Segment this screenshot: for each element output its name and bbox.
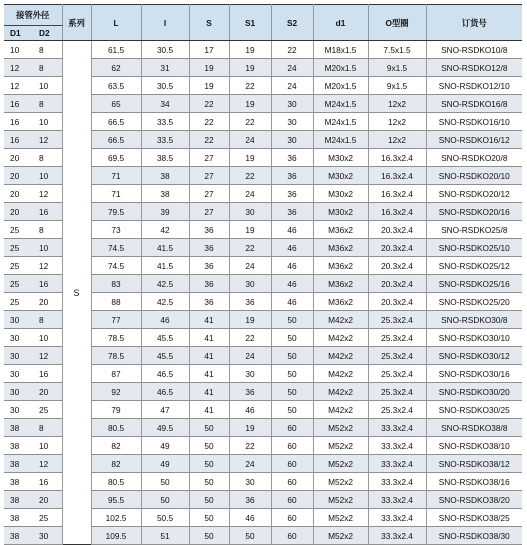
cell-s2: 46 xyxy=(271,239,313,257)
cell-d1: 38 xyxy=(4,509,33,527)
cell-l: 74.5 xyxy=(91,257,141,275)
cell-d2: 16 xyxy=(33,473,62,491)
cell-s2: 46 xyxy=(271,275,313,293)
cell-order: SNO-RSDKO25/12 xyxy=(426,257,522,275)
cell-s1: 30 xyxy=(229,473,271,491)
cell-oring: 9x1.5 xyxy=(368,77,426,95)
cell-s: 36 xyxy=(189,221,229,239)
cell-s: 41 xyxy=(189,401,229,419)
cell-order: SNO-RSDKO38/30 xyxy=(426,527,522,545)
cell-s1: 30 xyxy=(229,275,271,293)
cell-d1: M42x2 xyxy=(313,401,368,419)
cell-d2: 12 xyxy=(33,131,62,149)
cell-oring: 25.3x2.4 xyxy=(368,365,426,383)
cell-l: 49 xyxy=(141,455,189,473)
cell-d2: 16 xyxy=(33,365,62,383)
cell-order: SNO-RSDKO20/10 xyxy=(426,167,522,185)
cell-oring: 33.3x2.4 xyxy=(368,491,426,509)
cell-d2: 8 xyxy=(33,311,62,329)
cell-l: 33.5 xyxy=(141,113,189,131)
cell-d2: 10 xyxy=(33,239,62,257)
cell-s1: 24 xyxy=(229,257,271,275)
cell-l: 46.5 xyxy=(141,365,189,383)
cell-d2: 20 xyxy=(33,383,62,401)
cell-s2: 30 xyxy=(271,131,313,149)
cell-d1: 16 xyxy=(4,95,33,113)
cell-d2: 10 xyxy=(33,329,62,347)
cell-l: 65 xyxy=(91,95,141,113)
cell-d1: 12 xyxy=(4,59,33,77)
cell-d1: M30x2 xyxy=(313,167,368,185)
cell-d2: 25 xyxy=(33,401,62,419)
cell-order: SNO-RSDKO30/12 xyxy=(426,347,522,365)
cell-s: 36 xyxy=(189,275,229,293)
cell-d1: M52x2 xyxy=(313,437,368,455)
cell-oring: 7.5x1.5 xyxy=(368,41,426,59)
cell-oring: 25.3x2.4 xyxy=(368,311,426,329)
cell-l: 61.5 xyxy=(91,41,141,59)
cell-l: 79 xyxy=(91,401,141,419)
cell-s: 27 xyxy=(189,167,229,185)
cell-d1: 25 xyxy=(4,275,33,293)
cell-oring: 25.3x2.4 xyxy=(368,401,426,419)
cell-s1: 24 xyxy=(229,455,271,473)
cell-l: 45.5 xyxy=(141,329,189,347)
cell-d2: 8 xyxy=(33,221,62,239)
cell-oring: 33.3x2.4 xyxy=(368,419,426,437)
cell-l: 50.5 xyxy=(141,509,189,527)
cell-s: 41 xyxy=(189,311,229,329)
cell-l: 50 xyxy=(141,491,189,509)
cell-d1: M24x1.5 xyxy=(313,131,368,149)
cell-order: SNO-RSDKO12/8 xyxy=(426,59,522,77)
cell-oring: 33.3x2.4 xyxy=(368,527,426,545)
cell-l: 50 xyxy=(141,473,189,491)
cell-s: 41 xyxy=(189,329,229,347)
cell-d1: 30 xyxy=(4,347,33,365)
cell-order: SNO-RSDKO30/16 xyxy=(426,365,522,383)
cell-d2: 8 xyxy=(33,95,62,113)
cell-l: 41.5 xyxy=(141,239,189,257)
cell-d2: 8 xyxy=(33,149,62,167)
cell-l: 38.5 xyxy=(141,149,189,167)
header-S2: S2 xyxy=(271,5,313,41)
cell-d1: 10 xyxy=(4,41,33,59)
cell-l: 34 xyxy=(141,95,189,113)
cell-l: 31 xyxy=(141,59,189,77)
cell-s: 41 xyxy=(189,383,229,401)
header-L: L xyxy=(91,5,141,41)
cell-d1: M18x1.5 xyxy=(313,41,368,59)
cell-d1: 16 xyxy=(4,113,33,131)
cell-d1: M36x2 xyxy=(313,221,368,239)
cell-d1: M36x2 xyxy=(313,257,368,275)
cell-s2: 60 xyxy=(271,509,313,527)
header-S1: S1 xyxy=(229,5,271,41)
cell-d1: M42x2 xyxy=(313,347,368,365)
cell-order: SNO-RSDKO20/12 xyxy=(426,185,522,203)
cell-l: 47 xyxy=(141,401,189,419)
cell-l: 80.5 xyxy=(91,473,141,491)
cell-s2: 50 xyxy=(271,383,313,401)
cell-d1: M36x2 xyxy=(313,275,368,293)
cell-order: SNO-RSDKO38/25 xyxy=(426,509,522,527)
cell-order: SNO-RSDKO10/8 xyxy=(426,41,522,59)
cell-l: 41.5 xyxy=(141,257,189,275)
cell-order: SNO-RSDKO25/10 xyxy=(426,239,522,257)
cell-s1: 24 xyxy=(229,131,271,149)
spec-table-container xyxy=(4,4,522,545)
cell-d2: 30 xyxy=(33,527,62,545)
cell-s1: 24 xyxy=(229,347,271,365)
cell-l: 88 xyxy=(91,293,141,311)
cell-s2: 46 xyxy=(271,221,313,239)
cell-l: 39 xyxy=(141,203,189,221)
cell-s: 50 xyxy=(189,455,229,473)
header-oring: O型圈 xyxy=(368,5,426,41)
cell-d2: 12 xyxy=(33,185,62,203)
cell-d1: 38 xyxy=(4,527,33,545)
cell-s: 41 xyxy=(189,365,229,383)
cell-s: 27 xyxy=(189,185,229,203)
cell-s: 22 xyxy=(189,131,229,149)
header-D2: D2 xyxy=(33,26,62,41)
cell-oring: 20.3x2.4 xyxy=(368,275,426,293)
cell-l: 80.5 xyxy=(91,419,141,437)
cell-l: 87 xyxy=(91,365,141,383)
header-row-1 xyxy=(4,5,522,26)
cell-s2: 46 xyxy=(271,293,313,311)
cell-d1: M30x2 xyxy=(313,149,368,167)
cell-d2: 16 xyxy=(33,275,62,293)
cell-l: 78.5 xyxy=(91,329,141,347)
cell-s: 50 xyxy=(189,527,229,545)
cell-d1: M36x2 xyxy=(313,239,368,257)
cell-s2: 50 xyxy=(271,365,313,383)
cell-s2: 36 xyxy=(271,185,313,203)
cell-s1: 22 xyxy=(229,77,271,95)
cell-d1: 25 xyxy=(4,257,33,275)
cell-s2: 50 xyxy=(271,401,313,419)
cell-s2: 60 xyxy=(271,455,313,473)
cell-s: 22 xyxy=(189,113,229,131)
cell-d1: 12 xyxy=(4,77,33,95)
cell-d1: M52x2 xyxy=(313,527,368,545)
cell-order: SNO-RSDKO38/12 xyxy=(426,455,522,473)
cell-s2: 30 xyxy=(271,113,313,131)
cell-s1: 19 xyxy=(229,311,271,329)
cell-order: SNO-RSDKO16/10 xyxy=(426,113,522,131)
cell-l: 30.5 xyxy=(141,41,189,59)
cell-d1: 38 xyxy=(4,473,33,491)
cell-d1: 30 xyxy=(4,401,33,419)
cell-l: 42.5 xyxy=(141,293,189,311)
cell-oring: 16.3x2.4 xyxy=(368,185,426,203)
cell-l: 62 xyxy=(91,59,141,77)
cell-l: 82 xyxy=(91,437,141,455)
cell-l: 49 xyxy=(141,437,189,455)
cell-l: 73 xyxy=(91,221,141,239)
cell-oring: 33.3x2.4 xyxy=(368,437,426,455)
cell-l: 38 xyxy=(141,185,189,203)
cell-order: SNO-RSDKO25/8 xyxy=(426,221,522,239)
cell-s: 36 xyxy=(189,257,229,275)
cell-d2: 10 xyxy=(33,437,62,455)
cell-d1: 20 xyxy=(4,203,33,221)
table-body xyxy=(4,41,522,545)
cell-l: 51 xyxy=(141,527,189,545)
cell-d1: M52x2 xyxy=(313,491,368,509)
cell-order: SNO-RSDKO12/10 xyxy=(426,77,522,95)
cell-s1: 19 xyxy=(229,41,271,59)
cell-l: 102.5 xyxy=(91,509,141,527)
cell-d2: 12 xyxy=(33,257,62,275)
cell-oring: 16.3x2.4 xyxy=(368,203,426,221)
cell-s2: 60 xyxy=(271,437,313,455)
cell-d1: M36x2 xyxy=(313,293,368,311)
cell-oring: 33.3x2.4 xyxy=(368,509,426,527)
cell-oring: 12x2 xyxy=(368,95,426,113)
cell-oring: 12x2 xyxy=(368,131,426,149)
cell-order: SNO-RSDKO38/10 xyxy=(426,437,522,455)
cell-l: 46 xyxy=(141,311,189,329)
cell-s1: 22 xyxy=(229,167,271,185)
cell-s: 19 xyxy=(189,77,229,95)
cell-d2: 20 xyxy=(33,491,62,509)
cell-s: 19 xyxy=(189,59,229,77)
cell-s: 36 xyxy=(189,293,229,311)
cell-d1: 38 xyxy=(4,419,33,437)
cell-s1: 22 xyxy=(229,437,271,455)
cell-s1: 19 xyxy=(229,419,271,437)
cell-l: 83 xyxy=(91,275,141,293)
cell-s2: 50 xyxy=(271,329,313,347)
cell-order: SNO-RSDKO25/20 xyxy=(426,293,522,311)
cell-l: 63.5 xyxy=(91,77,141,95)
cell-s: 27 xyxy=(189,149,229,167)
cell-l: 38 xyxy=(141,167,189,185)
cell-d1: 25 xyxy=(4,239,33,257)
cell-l: 92 xyxy=(91,383,141,401)
header-series: 系列 xyxy=(62,5,91,41)
header-D1: D1 xyxy=(4,26,33,41)
cell-s2: 50 xyxy=(271,311,313,329)
cell-order: SNO-RSDKO38/8 xyxy=(426,419,522,437)
cell-s1: 19 xyxy=(229,95,271,113)
cell-l: 30.5 xyxy=(141,77,189,95)
cell-d1: 25 xyxy=(4,293,33,311)
header-S: S xyxy=(189,5,229,41)
cell-l: 71 xyxy=(91,167,141,185)
cell-d1: M52x2 xyxy=(313,419,368,437)
cell-order: SNO-RSDKO20/16 xyxy=(426,203,522,221)
header-pipe-od: 接管外径 xyxy=(4,5,62,26)
cell-d1: M30x2 xyxy=(313,185,368,203)
cell-oring: 33.3x2.4 xyxy=(368,473,426,491)
header-thread-d1: d1 xyxy=(313,5,368,41)
cell-d1: M24x1.5 xyxy=(313,113,368,131)
cell-s1: 22 xyxy=(229,113,271,131)
cell-d1: 16 xyxy=(4,131,33,149)
cell-d1: 38 xyxy=(4,437,33,455)
cell-d2: 16 xyxy=(33,203,62,221)
cell-d1: M52x2 xyxy=(313,455,368,473)
cell-s1: 46 xyxy=(229,401,271,419)
cell-d1: 20 xyxy=(4,185,33,203)
cell-order: SNO-RSDKO38/20 xyxy=(426,491,522,509)
cell-l: 42 xyxy=(141,221,189,239)
cell-d1: 30 xyxy=(4,311,33,329)
cell-d2: 8 xyxy=(33,59,62,77)
cell-d2: 10 xyxy=(33,167,62,185)
cell-oring: 33.3x2.4 xyxy=(368,455,426,473)
cell-d2: 8 xyxy=(33,41,62,59)
cell-s1: 36 xyxy=(229,491,271,509)
cell-l: 69.5 xyxy=(91,149,141,167)
cell-s1: 22 xyxy=(229,329,271,347)
cell-d1: 25 xyxy=(4,221,33,239)
cell-s: 27 xyxy=(189,203,229,221)
cell-d1: M20x1.5 xyxy=(313,77,368,95)
cell-d1: M42x2 xyxy=(313,365,368,383)
cell-s2: 60 xyxy=(271,527,313,545)
cell-l: 78.5 xyxy=(91,347,141,365)
cell-s2: 24 xyxy=(271,77,313,95)
cell-order: SNO-RSDKO30/10 xyxy=(426,329,522,347)
cell-l: 79.5 xyxy=(91,203,141,221)
cell-s1: 22 xyxy=(229,239,271,257)
cell-l: 82 xyxy=(91,455,141,473)
cell-d1: 20 xyxy=(4,149,33,167)
cell-l: 95.5 xyxy=(91,491,141,509)
fitting-spec-table xyxy=(4,4,522,545)
cell-l: 45.5 xyxy=(141,347,189,365)
cell-d1: 30 xyxy=(4,383,33,401)
cell-s2: 36 xyxy=(271,203,313,221)
cell-order: SNO-RSDKO16/8 xyxy=(426,95,522,113)
cell-oring: 20.3x2.4 xyxy=(368,257,426,275)
header-l: l xyxy=(141,5,189,41)
cell-d1: 30 xyxy=(4,329,33,347)
cell-oring: 12x2 xyxy=(368,113,426,131)
cell-s1: 19 xyxy=(229,59,271,77)
cell-s: 22 xyxy=(189,95,229,113)
cell-s1: 50 xyxy=(229,527,271,545)
cell-s1: 19 xyxy=(229,149,271,167)
cell-s2: 60 xyxy=(271,491,313,509)
cell-s1: 36 xyxy=(229,293,271,311)
cell-d1: M20x1.5 xyxy=(313,59,368,77)
cell-oring: 16.3x2.4 xyxy=(368,167,426,185)
cell-order: SNO-RSDKO25/16 xyxy=(426,275,522,293)
cell-s1: 36 xyxy=(229,383,271,401)
cell-l: 74.5 xyxy=(91,239,141,257)
cell-order: SNO-RSDKO20/8 xyxy=(426,149,522,167)
cell-s: 50 xyxy=(189,491,229,509)
cell-d2: 20 xyxy=(33,293,62,311)
cell-d2: 10 xyxy=(33,113,62,131)
table-row xyxy=(4,41,522,59)
cell-s1: 30 xyxy=(229,365,271,383)
cell-oring: 20.3x2.4 xyxy=(368,239,426,257)
cell-d1: M24x1.5 xyxy=(313,95,368,113)
cell-s2: 60 xyxy=(271,473,313,491)
cell-d1: M30x2 xyxy=(313,203,368,221)
cell-l: 71 xyxy=(91,185,141,203)
cell-oring: 20.3x2.4 xyxy=(368,293,426,311)
cell-order: SNO-RSDKO30/20 xyxy=(426,383,522,401)
cell-d1: 30 xyxy=(4,365,33,383)
cell-s2: 30 xyxy=(271,95,313,113)
cell-s2: 46 xyxy=(271,257,313,275)
cell-oring: 20.3x2.4 xyxy=(368,221,426,239)
cell-l: 66.5 xyxy=(91,113,141,131)
cell-d1: M42x2 xyxy=(313,383,368,401)
cell-d2: 10 xyxy=(33,77,62,95)
cell-d1: M42x2 xyxy=(313,311,368,329)
cell-oring: 16.3x2.4 xyxy=(368,149,426,167)
cell-s2: 60 xyxy=(271,419,313,437)
cell-s2: 24 xyxy=(271,59,313,77)
cell-d1: 20 xyxy=(4,167,33,185)
cell-d1: M42x2 xyxy=(313,329,368,347)
cell-s: 41 xyxy=(189,347,229,365)
cell-s2: 22 xyxy=(271,41,313,59)
header-order-no: 订货号 xyxy=(426,5,522,41)
cell-order: SNO-RSDKO38/16 xyxy=(426,473,522,491)
cell-s2: 36 xyxy=(271,149,313,167)
cell-d1: 38 xyxy=(4,491,33,509)
cell-s1: 30 xyxy=(229,203,271,221)
cell-order: SNO-RSDKO30/8 xyxy=(426,311,522,329)
cell-l: 33.5 xyxy=(141,131,189,149)
cell-s: 50 xyxy=(189,509,229,527)
cell-s: 17 xyxy=(189,41,229,59)
cell-d1: M52x2 xyxy=(313,509,368,527)
cell-oring: 25.3x2.4 xyxy=(368,347,426,365)
cell-l: 46.5 xyxy=(141,383,189,401)
cell-oring: 25.3x2.4 xyxy=(368,383,426,401)
cell-s2: 36 xyxy=(271,167,313,185)
cell-s1: 24 xyxy=(229,185,271,203)
cell-l: 77 xyxy=(91,311,141,329)
cell-d2: 12 xyxy=(33,347,62,365)
cell-oring: 9x1.5 xyxy=(368,59,426,77)
cell-s1: 19 xyxy=(229,221,271,239)
cell-d2: 8 xyxy=(33,419,62,437)
cell-s1: 46 xyxy=(229,509,271,527)
cell-s: 50 xyxy=(189,419,229,437)
cell-s: 36 xyxy=(189,239,229,257)
series-cell: S xyxy=(62,41,91,545)
cell-s: 50 xyxy=(189,437,229,455)
cell-l: 66.5 xyxy=(91,131,141,149)
cell-order: SNO-RSDKO16/12 xyxy=(426,131,522,149)
cell-d2: 25 xyxy=(33,509,62,527)
cell-d2: 12 xyxy=(33,455,62,473)
cell-order: SNO-RSDKO30/25 xyxy=(426,401,522,419)
cell-l: 109.5 xyxy=(91,527,141,545)
cell-oring: 25.3x2.4 xyxy=(368,329,426,347)
cell-s2: 50 xyxy=(271,347,313,365)
cell-l: 49.5 xyxy=(141,419,189,437)
cell-s: 50 xyxy=(189,473,229,491)
cell-d1: M52x2 xyxy=(313,473,368,491)
cell-l: 42.5 xyxy=(141,275,189,293)
cell-d1: 38 xyxy=(4,455,33,473)
